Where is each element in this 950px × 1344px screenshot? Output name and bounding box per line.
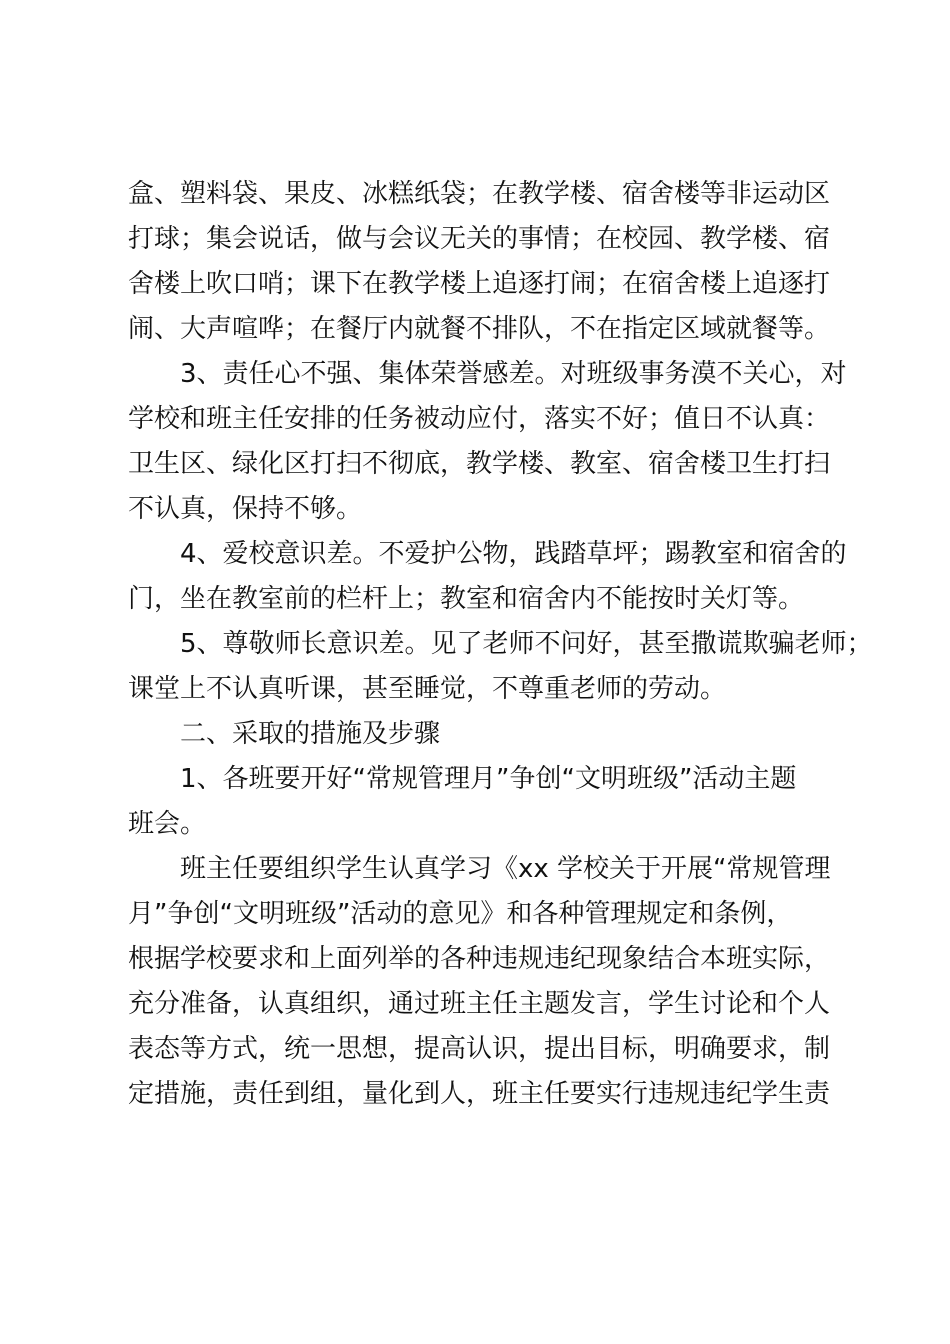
document-body <box>128 172 873 1117</box>
text-line: 舍楼上吹口哨；课下在教学楼上追逐打闹；在宿舍楼上追逐打 <box>128 269 831 299</box>
text-line: 门，坐在教室前的栏杆上；教室和宿舍内不能按时关灯等。 <box>128 584 805 614</box>
paragraph <box>128 712 834 757</box>
text-line: 学校和班主任安排的任务被动应付，落实不好；值日不认真： <box>128 404 831 434</box>
text-line: 根据学校要求和上面列举的各种违规违纪现象结合本班实际， <box>128 944 831 974</box>
paragraph <box>128 532 847 622</box>
text-line: 打球；集会说话，做与会议无关的事情；在校园、教学楼、宿 <box>128 224 831 254</box>
text-line: 闹、大声喧哗；在餐厅内就餐不排队，不在指定区域就餐等。 <box>128 314 831 344</box>
text-line: 二、采取的措施及步骤 <box>180 719 441 749</box>
text-line: 班会。 <box>128 809 207 839</box>
text-line: 月”争创“文明班级”活动的意见》和各种管理规定和条例， <box>128 899 793 929</box>
text-line: 充分准备，认真组织，通过班主任主题发言，学生讨论和个人 <box>128 989 831 1019</box>
text-line: 盒、塑料袋、果皮、冰糕纸袋；在教学楼、宿舍楼等非运动区 <box>128 179 831 209</box>
text-line: 5、尊敬师长意识差。见了老师不问好，甚至撒谎欺骗老师； <box>180 629 873 659</box>
text-line: 表态等方式，统一思想，提高认识，提出目标，明确要求，制 <box>128 1034 831 1064</box>
paragraph <box>128 847 834 1117</box>
text-line: 3、责任心不强、集体荣誉感差。对班级事务漠不关心，对 <box>180 359 847 389</box>
paragraph <box>128 757 834 847</box>
paragraph <box>128 622 873 712</box>
paragraph <box>128 172 834 352</box>
paragraph <box>128 352 847 532</box>
text-line: 定措施，责任到组，量化到人，班主任要实行违规违纪学生责 <box>128 1079 831 1109</box>
text-line: 班主任要组织学生认真学习《xx 学校关于开展“常规管理 <box>180 854 831 884</box>
text-line: 卫生区、绿化区打扫不彻底，教学楼、教室、宿舍楼卫生打扫 <box>128 449 831 479</box>
text-line: 课堂上不认真听课，甚至睡觉，不尊重老师的劳动。 <box>128 674 727 704</box>
text-line: 不认真，保持不够。 <box>128 494 363 524</box>
text-line: 4、爱校意识差。不爱护公物，践踏草坪；踢教室和宿舍的 <box>180 539 847 569</box>
text-line: 1、各班要开好“常规管理月”争创“文明班级”活动主题 <box>180 764 797 794</box>
